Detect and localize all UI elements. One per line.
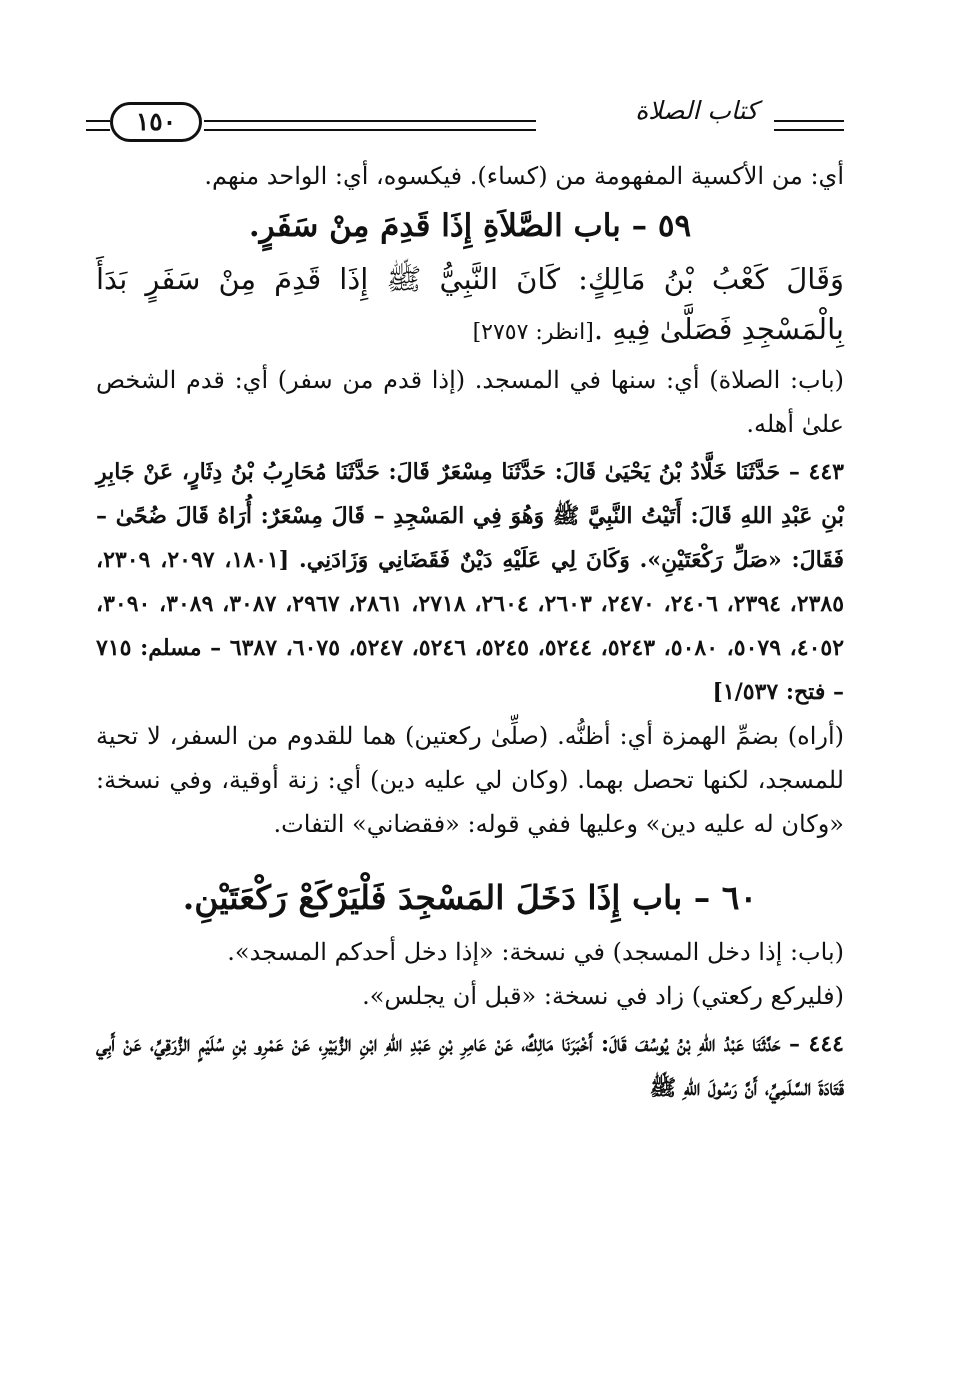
chapter-60-commentary-1: (باب: إذا دخل المسجد) في نسخة: «إذا دخل أحدكم المسجد». xyxy=(227,938,844,966)
header-rule-right xyxy=(774,120,844,131)
header-rule-left xyxy=(86,120,110,131)
hadith-443-references: [١٨٠١، ٢٠٩٧، ٢٣٠٩، ٢٣٨٥، ٢٣٩٤، ٢٤٠٦، ٢٤٧٠، ٢٦٠٣، ٢٦٠٤، ٢٧١٨، ٢٨٦١، ٢٩٦٧، ٣٠٨٧، ٣٠٨٩، ٣٠٩٠، ٤٠٥٢، ٥٠٧٩، ٥٠٨٠، ٥٢٤٣، ٥٢٤٤، ٥٢٤٥، ٥٢٤٦، ٥٢٤٧، ٦٠٧٥، ٦٣٨٧ – مسلم: ٧١٥ – فتح: ١/٥٣٧] xyxy=(96,547,845,705)
matn-cross-reference: [انظر: ٢٧٥٧] xyxy=(472,320,594,345)
header-rule-middle xyxy=(204,120,536,131)
running-header xyxy=(96,90,844,154)
hadith-443 xyxy=(96,450,844,714)
chapter-59-commentary: (باب: الصلاة) أي: سنها في المسجد. (إذا قدم من سفر) أي: قدم الشخص علىٰ أهله. xyxy=(96,366,844,438)
page-number: ١٥٠ xyxy=(110,102,202,142)
intro-commentary: أي: من الأكسية المفهومة من (كساء). فيكسوه، أي: الواحد منهم. xyxy=(204,162,844,190)
chapter-59-commentary-2: (أراه) بضمِّ الهمزة أي: أظنُّه. (صلِّىٰ ركعتين) هما للقدوم من السفر، لا تحية للمسجد، لكنها تحصل بهما. (وكان لي عليه دين) أي: زنة أوقية، وفي نسخة: «وكان له عليه دين» وعليها ففي قوله: «فقضاني» التفات. xyxy=(96,722,844,838)
book-title: كتاب الصلاة xyxy=(635,96,758,125)
chapter-59-matn xyxy=(96,254,844,358)
matn-text: وَقَالَ كَعْبُ بْنُ مَالِكٍ: كَانَ النَّبِيُّ ﷺ إِذَا قَدِمَ مِنْ سَفَرٍ بَدَأَ بِالْمَسْجِدِ فَصَلَّىٰ فِيهِ . xyxy=(96,262,844,346)
chapter-59-heading: ٥٩ – باب الصَّلاَةِ إِذَا قَدِمَ مِنْ سَفَرٍ. xyxy=(248,208,692,244)
hadith-444: ٤٤٤ – حَدَّثَنَا عَبْدُ اللهِ بْنُ يُوسُفَ قَالَ: أَخْبَرَنَا مَالِكٌ، عَنْ عَامِرِ بْنِ عَبْدِ اللهِ ابْنِ الزُّبَيْرِ، عَنْ عَمْرِو بْنِ سُلَيْمٍ الزُّرَقِيِّ، عَنْ أَبِي قَتَادَةَ السَّلَمِيِّ، أَنَّ رَسُولَ اللهِ ﷺ xyxy=(96,1031,844,1101)
chapter-60-commentary-2: (فليركع ركعتي) زاد في نسخة: «قبل أن يجلس». xyxy=(362,982,844,1010)
chapter-60-heading: ٦٠ – باب إِذَا دَخَلَ المَسْجِدَ فَلْيَرْكَعْ رَكْعَتَيْنِ. xyxy=(182,878,758,917)
book-page xyxy=(96,90,844,1350)
hadith-443-text: ٤٤٣ – حَدَّثَنَا خَلَّادُ بْنُ يَحْيَىٰ قَالَ: حَدَّثَنَا مِسْعَرٌ قَالَ: حَدَّثَنَا مُحَارِبُ بْنُ دِثَارٍ، عَنْ جَابِرِ بْنِ عَبْدِ اللهِ قَالَ: أَتَيْتُ النَّبِيَّ ﷺ وَهُوَ فِي المَسْجِدِ – قَالَ مِسْعَرٌ: أُرَاهُ قَالَ ضُحًىٰ – فَقَالَ: «صَلِّ رَكْعَتَيْنِ». وَكَانَ لِي عَلَيْهِ دَيْنٌ فَقَضَانِي وَزَادَنِي. xyxy=(96,459,844,573)
